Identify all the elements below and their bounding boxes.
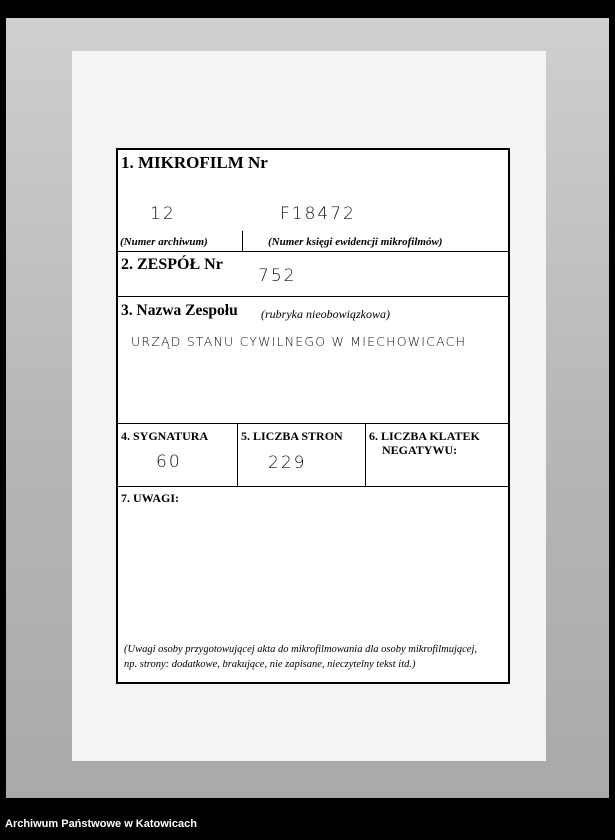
zespol-number: 752 xyxy=(258,266,297,286)
sygnatura-label: 4. SYGNATURA xyxy=(121,429,209,443)
column-divider xyxy=(237,423,238,486)
sygnatura-value: 60 xyxy=(156,452,182,472)
liczba-stron-label: 5. LICZBA STRON xyxy=(241,429,343,443)
numer-ksiegi-caption: (Numer księgi ewidencji mikrofilmów) xyxy=(268,236,443,248)
register-number: F18472 xyxy=(280,204,356,224)
divider-line xyxy=(118,423,508,424)
numer-archiwum-caption: (Numer archiwum) xyxy=(120,236,208,248)
microfilm-form-card xyxy=(116,148,510,684)
divider-line xyxy=(118,486,508,487)
caption-divider xyxy=(242,231,243,251)
uwagi-note-line-2: np. strony: dodatkowe, brakujące, nie zapisane, nieczytelny tekst itd.) xyxy=(124,659,416,670)
zespol-label: 2. ZESPÓŁ Nr xyxy=(121,256,223,273)
archive-number: 12 xyxy=(150,204,176,224)
column-divider xyxy=(365,423,366,486)
nazwa-value: URZĄD STANU CYWILNEGO W MIECHOWICACH xyxy=(131,334,467,349)
liczba-klatek-label-line2: NEGATYWU: xyxy=(382,443,458,457)
divider-line xyxy=(118,251,508,252)
uwagi-note xyxy=(124,642,504,672)
divider-line xyxy=(118,296,508,297)
uwagi-label: 7. UWAGI: xyxy=(121,491,180,505)
liczba-stron-value: 229 xyxy=(268,453,307,473)
mikrofilm-label: 1. MIKROFILM Nr xyxy=(121,153,268,172)
nazwa-label: 3. Nazwa Zespołu xyxy=(121,302,238,319)
archive-footer: Archiwum Państwowe w Katowicach xyxy=(5,818,197,830)
nazwa-optional-caption: (rubryka nieobowiązkowa) xyxy=(261,307,390,321)
uwagi-note-line-1: (Uwagi osoby przygotowującej akta do mikrofilmowania dla osoby mikrofilmującej, xyxy=(124,644,477,655)
liczba-klatek-label: 6. LICZBA KLATEK xyxy=(369,429,480,443)
